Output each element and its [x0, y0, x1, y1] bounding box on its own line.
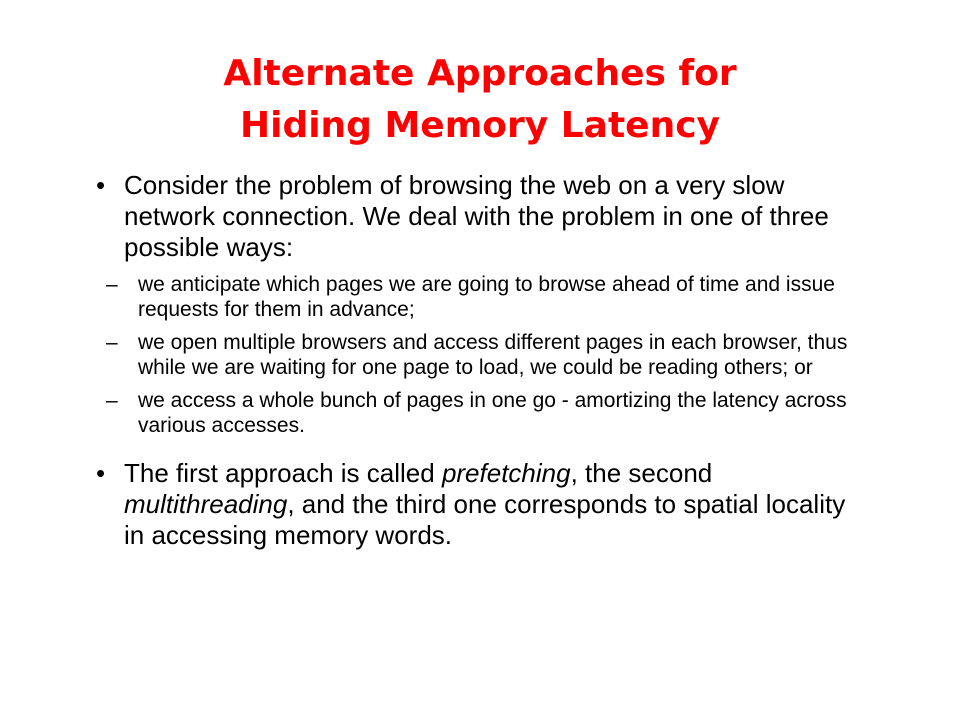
dash-mark: –: [106, 389, 118, 412]
bullet-text-start: The first approach is called: [124, 458, 442, 488]
sub-bullet-item: [106, 330, 878, 380]
sub-bullet-item: [106, 272, 878, 322]
term-multithreading: multithreading: [124, 489, 288, 519]
bullet-mark: •: [96, 458, 106, 488]
sub-bullet-text: we anticipate which pages we are going to browse ahead of time and issue requests for them in advance;: [138, 273, 835, 321]
bullet-text-end: , and the third one corresponds to spatial locality in accessing memory words.: [124, 489, 846, 550]
bullet-mark: •: [96, 170, 106, 200]
sub-bullet-text: we access a whole bunch of pages in one go - amortizing the latency across various accesses.: [138, 389, 847, 437]
bullet-text: Consider the problem of browsing the web on a very slow network connection. We deal with the problem in one of three possible ways:: [124, 170, 829, 262]
slide-title-line-1: Alternate Approaches for: [223, 53, 737, 94]
slide-title-line-2: Hiding Memory Latency: [239, 105, 721, 146]
dash-mark: –: [106, 331, 118, 354]
slide-body: [0, 170, 960, 551]
bullet-item: [96, 170, 854, 263]
slide-title: [100, 48, 860, 152]
dash-mark: –: [106, 273, 118, 296]
bullet-text-middle: , the second: [570, 458, 713, 488]
sub-bullet-item: [106, 388, 878, 438]
bullet-item: [96, 458, 854, 551]
sub-bullet-text: we open multiple browsers and access different pages in each browser, thus while we are waiting for one page to load, we could be reading others; or: [138, 331, 848, 379]
sub-bullet-list: [0, 272, 960, 438]
term-prefetching: prefetching: [441, 458, 571, 488]
